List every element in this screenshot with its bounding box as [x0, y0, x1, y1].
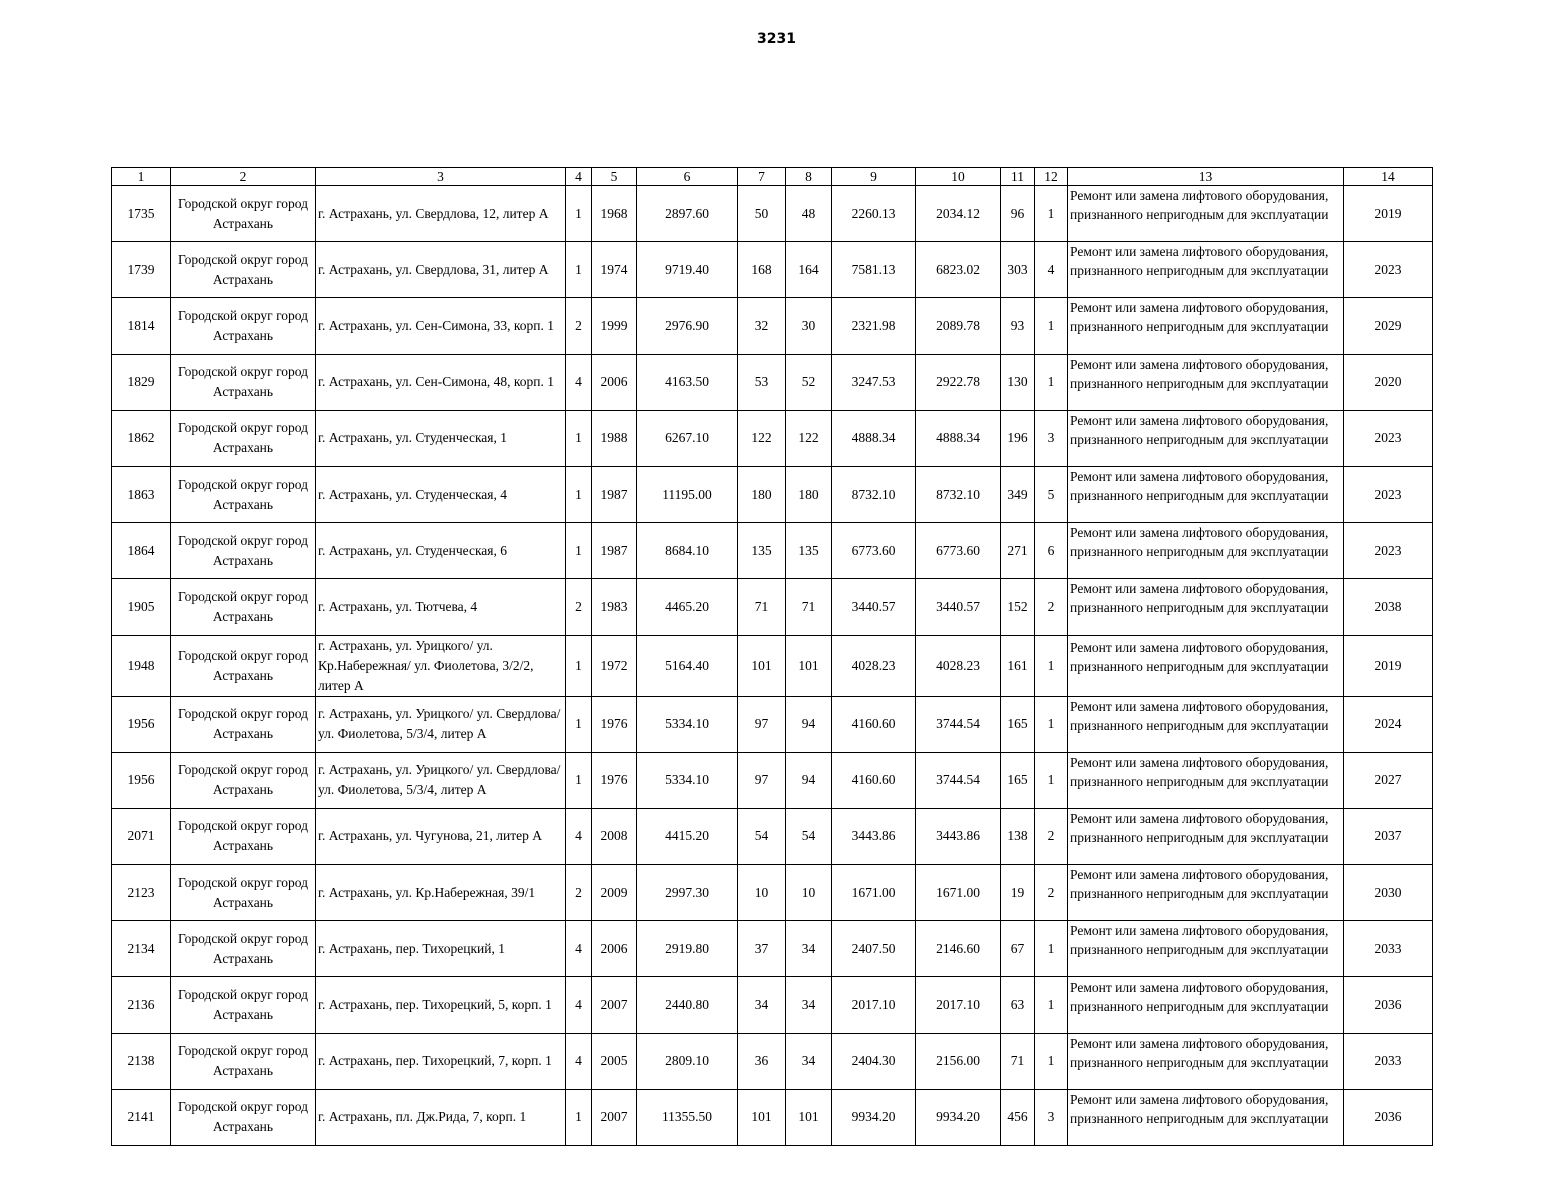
cell-planned-year: 2030: [1344, 865, 1433, 921]
cell-col-10-value: 2146.60: [916, 921, 1001, 977]
cell-elevator-count: 1: [1035, 298, 1068, 354]
cell-work-type: [1068, 523, 1344, 579]
cell-row-number: 1905: [112, 579, 171, 635]
cell-total-area: 8684.10: [637, 523, 738, 579]
cell-col-9-value: 4160.60: [832, 752, 916, 808]
cell-row-number: 1829: [112, 354, 171, 410]
work-type-text: Ремонт или замена лифтового оборудования, признанного непригодным для эксплуатации: [1070, 188, 1329, 223]
cell-municipality: Городской округ город Астрахань: [171, 242, 316, 298]
cell-municipality: Городской округ город Астрахань: [171, 579, 316, 635]
cell-house-type: 1: [566, 635, 592, 696]
cell-work-type: [1068, 865, 1344, 921]
cell-year-built: 2007: [592, 1089, 637, 1145]
cell-work-type: [1068, 186, 1344, 242]
cell-row-number: 1814: [112, 298, 171, 354]
cell-address: г. Астрахань, ул. Студенческая, 4: [316, 466, 566, 522]
cell-col-10-value: 3443.86: [916, 808, 1001, 864]
cell-municipality: Городской округ город Астрахань: [171, 298, 316, 354]
cell-col-8-value: 94: [786, 752, 832, 808]
cell-col-8-value: 10: [786, 865, 832, 921]
cell-total-area: 4415.20: [637, 808, 738, 864]
cell-planned-year: 2023: [1344, 466, 1433, 522]
cell-col-7-value: 71: [738, 579, 786, 635]
page-number: 3231: [757, 31, 796, 47]
cell-row-number: 2134: [112, 921, 171, 977]
table-row: [112, 752, 1433, 808]
cell-row-number: 2071: [112, 808, 171, 864]
cell-residents-count: 349: [1001, 466, 1035, 522]
work-type-text: Ремонт или замена лифтового оборудования, признанного непригодным для эксплуатации: [1070, 1035, 1329, 1070]
cell-municipality: Городской округ город Астрахань: [171, 1033, 316, 1089]
cell-planned-year: 2036: [1344, 1089, 1433, 1145]
work-type-text: Ремонт или замена лифтового оборудования, признанного непригодным для эксплуатации: [1070, 469, 1329, 504]
cell-col-9-value: 4028.23: [832, 635, 916, 696]
cell-house-type: 1: [566, 242, 592, 298]
cell-year-built: 2005: [592, 1033, 637, 1089]
table-row: [112, 579, 1433, 635]
cell-house-type: 4: [566, 1033, 592, 1089]
cell-col-8-value: 180: [786, 466, 832, 522]
column-header: 11: [1001, 168, 1035, 186]
cell-total-area: 9719.40: [637, 242, 738, 298]
cell-municipality: Городской округ город Астрахань: [171, 410, 316, 466]
cell-municipality: Городской округ город Астрахань: [171, 466, 316, 522]
cell-municipality: Городской округ город Астрахань: [171, 752, 316, 808]
work-type-text: Ремонт или замена лифтового оборудования, признанного непригодным для эксплуатации: [1070, 525, 1329, 560]
cell-residents-count: 93: [1001, 298, 1035, 354]
column-header: 13: [1068, 168, 1344, 186]
work-type-text: Ремонт или замена лифтового оборудования, признанного непригодным для эксплуатации: [1070, 867, 1329, 902]
table-row: [112, 410, 1433, 466]
cell-col-8-value: 34: [786, 977, 832, 1033]
cell-planned-year: 2036: [1344, 977, 1433, 1033]
cell-col-7-value: 101: [738, 635, 786, 696]
cell-house-type: 1: [566, 696, 592, 752]
cell-col-10-value: 2089.78: [916, 298, 1001, 354]
cell-year-built: 2008: [592, 808, 637, 864]
cell-address: г. Астрахань, ул. Урицкого/ ул. Свердлова/ ул. Фиолетова, 5/3/4, литер А: [316, 696, 566, 752]
cell-col-7-value: 180: [738, 466, 786, 522]
cell-planned-year: 2023: [1344, 242, 1433, 298]
column-header: 10: [916, 168, 1001, 186]
work-type-text: Ремонт или замена лифтового оборудования, признанного непригодным для эксплуатации: [1070, 923, 1329, 958]
cell-col-9-value: 7581.13: [832, 242, 916, 298]
cell-col-10-value: 6773.60: [916, 523, 1001, 579]
cell-house-type: 2: [566, 865, 592, 921]
cell-house-type: 1: [566, 410, 592, 466]
cell-year-built: 1988: [592, 410, 637, 466]
cell-col-9-value: 3440.57: [832, 579, 916, 635]
work-type-text: Ремонт или замена лифтового оборудования, признанного непригодным для эксплуатации: [1070, 640, 1329, 674]
cell-col-9-value: 2260.13: [832, 186, 916, 242]
cell-year-built: 2006: [592, 921, 637, 977]
cell-col-10-value: 3744.54: [916, 696, 1001, 752]
table-row: [112, 1033, 1433, 1089]
cell-address: г. Астрахань, ул. Студенческая, 1: [316, 410, 566, 466]
table-row: [112, 298, 1433, 354]
cell-planned-year: 2024: [1344, 696, 1433, 752]
cell-col-9-value: 8732.10: [832, 466, 916, 522]
cell-planned-year: 2033: [1344, 921, 1433, 977]
cell-address: г. Астрахань, ул. Тютчева, 4: [316, 579, 566, 635]
table-row: [112, 977, 1433, 1033]
cell-col-8-value: 101: [786, 1089, 832, 1145]
cell-col-10-value: 9934.20: [916, 1089, 1001, 1145]
cell-col-10-value: 3440.57: [916, 579, 1001, 635]
cell-col-8-value: 34: [786, 921, 832, 977]
cell-work-type: [1068, 752, 1344, 808]
cell-planned-year: 2027: [1344, 752, 1433, 808]
work-type-text: Ремонт или замена лифтового оборудования, признанного непригодным для эксплуатации: [1070, 412, 1329, 447]
table-body: [112, 186, 1433, 1146]
cell-col-9-value: 2407.50: [832, 921, 916, 977]
cell-year-built: 1999: [592, 298, 637, 354]
cell-elevator-count: 1: [1035, 1033, 1068, 1089]
cell-row-number: 1862: [112, 410, 171, 466]
cell-work-type: [1068, 696, 1344, 752]
cell-residents-count: 271: [1001, 523, 1035, 579]
cell-planned-year: 2019: [1344, 186, 1433, 242]
work-type-text: Ремонт или замена лифтового оборудования, признанного непригодным для эксплуатации: [1070, 754, 1329, 789]
cell-address: г. Астрахань, ул. Свердлова, 31, литер А: [316, 242, 566, 298]
cell-work-type: [1068, 635, 1344, 696]
table-row: [112, 808, 1433, 864]
cell-residents-count: 71: [1001, 1033, 1035, 1089]
column-header: 7: [738, 168, 786, 186]
cell-year-built: 2009: [592, 865, 637, 921]
work-type-text: Ремонт или замена лифтового оборудования, признанного непригодным для эксплуатации: [1070, 1091, 1329, 1126]
cell-house-type: 4: [566, 921, 592, 977]
cell-house-type: 1: [566, 186, 592, 242]
cell-elevator-count: 3: [1035, 1089, 1068, 1145]
cell-col-9-value: 2017.10: [832, 977, 916, 1033]
cell-col-10-value: 2156.00: [916, 1033, 1001, 1089]
cell-work-type: [1068, 977, 1344, 1033]
table-row: [112, 242, 1433, 298]
cell-planned-year: 2037: [1344, 808, 1433, 864]
cell-municipality: Городской округ город Астрахань: [171, 523, 316, 579]
column-header: 3: [316, 168, 566, 186]
cell-municipality: Городской округ город Астрахань: [171, 808, 316, 864]
column-header: 12: [1035, 168, 1068, 186]
cell-col-9-value: 1671.00: [832, 865, 916, 921]
cell-year-built: 1987: [592, 466, 637, 522]
cell-col-7-value: 54: [738, 808, 786, 864]
column-header: 2: [171, 168, 316, 186]
cell-col-10-value: 4028.23: [916, 635, 1001, 696]
cell-year-built: 1968: [592, 186, 637, 242]
table-row: [112, 696, 1433, 752]
cell-row-number: 1739: [112, 242, 171, 298]
cell-work-type: [1068, 1033, 1344, 1089]
cell-house-type: 4: [566, 977, 592, 1033]
cell-elevator-count: 5: [1035, 466, 1068, 522]
cell-address: г. Астрахань, ул. Чугунова, 21, литер А: [316, 808, 566, 864]
cell-col-8-value: 34: [786, 1033, 832, 1089]
cell-work-type: [1068, 808, 1344, 864]
cell-work-type: [1068, 1089, 1344, 1145]
cell-elevator-count: 1: [1035, 752, 1068, 808]
cell-work-type: [1068, 354, 1344, 410]
cell-col-7-value: 101: [738, 1089, 786, 1145]
cell-elevator-count: 2: [1035, 579, 1068, 635]
cell-col-10-value: 1671.00: [916, 865, 1001, 921]
cell-address: г. Астрахань, пл. Дж.Рида, 7, корп. 1: [316, 1089, 566, 1145]
cell-col-8-value: 122: [786, 410, 832, 466]
cell-col-8-value: 54: [786, 808, 832, 864]
cell-address: г. Астрахань, ул. Свердлова, 12, литер А: [316, 186, 566, 242]
cell-elevator-count: 1: [1035, 635, 1068, 696]
cell-residents-count: 152: [1001, 579, 1035, 635]
cell-work-type: [1068, 466, 1344, 522]
cell-col-7-value: 53: [738, 354, 786, 410]
cell-planned-year: 2019: [1344, 635, 1433, 696]
cell-total-area: 11355.50: [637, 1089, 738, 1145]
cell-col-8-value: 30: [786, 298, 832, 354]
cell-total-area: 2997.30: [637, 865, 738, 921]
table-row: [112, 186, 1433, 242]
work-type-text: Ремонт или замена лифтового оборудования, признанного непригодным для эксплуатации: [1070, 979, 1329, 1014]
cell-municipality: Городской округ город Астрахань: [171, 977, 316, 1033]
cell-municipality: Городской округ город Астрахань: [171, 354, 316, 410]
table-row: [112, 921, 1433, 977]
table-row: [112, 466, 1433, 522]
column-header: 6: [637, 168, 738, 186]
work-type-text: Ремонт или замена лифтового оборудования, признанного непригодным для эксплуатации: [1070, 810, 1329, 845]
housing-repair-table: [111, 167, 1433, 1146]
cell-elevator-count: 3: [1035, 410, 1068, 466]
cell-total-area: 2897.60: [637, 186, 738, 242]
cell-residents-count: 303: [1001, 242, 1035, 298]
column-header: 5: [592, 168, 637, 186]
cell-residents-count: 63: [1001, 977, 1035, 1033]
cell-row-number: 1864: [112, 523, 171, 579]
cell-residents-count: 456: [1001, 1089, 1035, 1145]
cell-col-8-value: 71: [786, 579, 832, 635]
cell-total-area: 2440.80: [637, 977, 738, 1033]
cell-col-7-value: 122: [738, 410, 786, 466]
cell-col-8-value: 94: [786, 696, 832, 752]
cell-col-7-value: 36: [738, 1033, 786, 1089]
cell-year-built: 1972: [592, 635, 637, 696]
cell-elevator-count: 2: [1035, 808, 1068, 864]
cell-planned-year: 2029: [1344, 298, 1433, 354]
cell-total-area: 2919.80: [637, 921, 738, 977]
work-type-text: Ремонт или замена лифтового оборудования, признанного непригодным для эксплуатации: [1070, 356, 1329, 391]
work-type-text: Ремонт или замена лифтового оборудования, признанного непригодным для эксплуатации: [1070, 698, 1329, 733]
cell-residents-count: 165: [1001, 752, 1035, 808]
cell-col-8-value: 101: [786, 635, 832, 696]
cell-residents-count: 96: [1001, 186, 1035, 242]
cell-elevator-count: 1: [1035, 354, 1068, 410]
column-number-row: [112, 168, 1433, 186]
cell-elevator-count: 6: [1035, 523, 1068, 579]
cell-col-8-value: 52: [786, 354, 832, 410]
column-header: 14: [1344, 168, 1433, 186]
cell-col-10-value: 2017.10: [916, 977, 1001, 1033]
cell-col-9-value: 3443.86: [832, 808, 916, 864]
work-type-text: Ремонт или замена лифтового оборудования, признанного непригодным для эксплуатации: [1070, 244, 1329, 279]
cell-year-built: 2007: [592, 977, 637, 1033]
cell-house-type: 4: [566, 354, 592, 410]
cell-year-built: 1976: [592, 696, 637, 752]
cell-col-7-value: 32: [738, 298, 786, 354]
cell-col-7-value: 135: [738, 523, 786, 579]
cell-col-9-value: 2404.30: [832, 1033, 916, 1089]
cell-total-area: 5334.10: [637, 752, 738, 808]
cell-year-built: 1976: [592, 752, 637, 808]
cell-address: г. Астрахань, ул. Сен-Симона, 48, корп. 1: [316, 354, 566, 410]
cell-municipality: Городской округ город Астрахань: [171, 186, 316, 242]
cell-residents-count: 165: [1001, 696, 1035, 752]
cell-municipality: Городской округ город Астрахань: [171, 696, 316, 752]
cell-planned-year: 2038: [1344, 579, 1433, 635]
cell-col-10-value: 4888.34: [916, 410, 1001, 466]
cell-col-7-value: 50: [738, 186, 786, 242]
table-row: [112, 865, 1433, 921]
cell-planned-year: 2023: [1344, 523, 1433, 579]
cell-address: г. Астрахань, пер. Тихорецкий, 5, корп. 1: [316, 977, 566, 1033]
cell-row-number: 2141: [112, 1089, 171, 1145]
cell-col-7-value: 97: [738, 696, 786, 752]
cell-col-7-value: 37: [738, 921, 786, 977]
cell-elevator-count: 1: [1035, 921, 1068, 977]
cell-col-8-value: 48: [786, 186, 832, 242]
cell-planned-year: 2020: [1344, 354, 1433, 410]
cell-row-number: 1863: [112, 466, 171, 522]
cell-col-9-value: 4160.60: [832, 696, 916, 752]
cell-residents-count: 130: [1001, 354, 1035, 410]
table-row: [112, 635, 1433, 696]
cell-house-type: 4: [566, 808, 592, 864]
cell-row-number: 1956: [112, 696, 171, 752]
cell-total-area: 4163.50: [637, 354, 738, 410]
cell-residents-count: 19: [1001, 865, 1035, 921]
cell-col-10-value: 8732.10: [916, 466, 1001, 522]
cell-col-7-value: 10: [738, 865, 786, 921]
cell-house-type: 1: [566, 1089, 592, 1145]
cell-col-8-value: 135: [786, 523, 832, 579]
cell-row-number: 1948: [112, 635, 171, 696]
cell-col-10-value: 6823.02: [916, 242, 1001, 298]
cell-work-type: [1068, 298, 1344, 354]
column-header: 4: [566, 168, 592, 186]
table-row: [112, 1089, 1433, 1145]
cell-total-area: 2809.10: [637, 1033, 738, 1089]
cell-house-type: 2: [566, 579, 592, 635]
cell-planned-year: 2033: [1344, 1033, 1433, 1089]
cell-col-9-value: 6773.60: [832, 523, 916, 579]
cell-municipality: Городской округ город Астрахань: [171, 1089, 316, 1145]
column-header: 1: [112, 168, 171, 186]
work-type-text: Ремонт или замена лифтового оборудования, признанного непригодным для эксплуатации: [1070, 300, 1329, 335]
cell-elevator-count: 4: [1035, 242, 1068, 298]
cell-planned-year: 2023: [1344, 410, 1433, 466]
cell-year-built: 1987: [592, 523, 637, 579]
column-header: 9: [832, 168, 916, 186]
cell-col-10-value: 2034.12: [916, 186, 1001, 242]
cell-municipality: Городской округ город Астрахань: [171, 865, 316, 921]
table-row: [112, 354, 1433, 410]
cell-total-area: 11195.00: [637, 466, 738, 522]
cell-work-type: [1068, 242, 1344, 298]
cell-row-number: 2136: [112, 977, 171, 1033]
cell-total-area: 5334.10: [637, 696, 738, 752]
cell-work-type: [1068, 410, 1344, 466]
column-header: 8: [786, 168, 832, 186]
cell-address: г. Астрахань, ул. Урицкого/ ул. Кр.Набережная/ ул. Фиолетова, 3/2/2, литер А: [316, 635, 566, 696]
cell-address: г. Астрахань, пер. Тихорецкий, 7, корп. 1: [316, 1033, 566, 1089]
cell-col-10-value: 3744.54: [916, 752, 1001, 808]
cell-house-type: 1: [566, 466, 592, 522]
cell-elevator-count: 1: [1035, 696, 1068, 752]
cell-address: г. Астрахань, ул. Урицкого/ ул. Свердлова/ ул. Фиолетова, 5/3/4, литер А: [316, 752, 566, 808]
cell-year-built: 1974: [592, 242, 637, 298]
cell-residents-count: 196: [1001, 410, 1035, 466]
cell-municipality: Городской округ город Астрахань: [171, 635, 316, 696]
cell-row-number: 2138: [112, 1033, 171, 1089]
cell-col-9-value: 2321.98: [832, 298, 916, 354]
cell-address: г. Астрахань, ул. Сен-Симона, 33, корп. 1: [316, 298, 566, 354]
cell-elevator-count: 2: [1035, 865, 1068, 921]
cell-total-area: 6267.10: [637, 410, 738, 466]
cell-residents-count: 161: [1001, 635, 1035, 696]
cell-residents-count: 138: [1001, 808, 1035, 864]
cell-col-9-value: 3247.53: [832, 354, 916, 410]
cell-year-built: 2006: [592, 354, 637, 410]
cell-address: г. Астрахань, ул. Кр.Набережная, 39/1: [316, 865, 566, 921]
cell-house-type: 1: [566, 523, 592, 579]
cell-work-type: [1068, 921, 1344, 977]
cell-elevator-count: 1: [1035, 186, 1068, 242]
cell-municipality: Городской округ город Астрахань: [171, 921, 316, 977]
cell-house-type: 1: [566, 752, 592, 808]
cell-residents-count: 67: [1001, 921, 1035, 977]
cell-row-number: 2123: [112, 865, 171, 921]
cell-col-10-value: 2922.78: [916, 354, 1001, 410]
cell-col-9-value: 4888.34: [832, 410, 916, 466]
work-type-text: Ремонт или замена лифтового оборудования, признанного непригодным для эксплуатации: [1070, 581, 1329, 616]
cell-col-9-value: 9934.20: [832, 1089, 916, 1145]
cell-work-type: [1068, 579, 1344, 635]
cell-total-area: 4465.20: [637, 579, 738, 635]
cell-col-8-value: 164: [786, 242, 832, 298]
cell-house-type: 2: [566, 298, 592, 354]
cell-total-area: 2976.90: [637, 298, 738, 354]
cell-address: г. Астрахань, пер. Тихорецкий, 1: [316, 921, 566, 977]
cell-year-built: 1983: [592, 579, 637, 635]
cell-total-area: 5164.40: [637, 635, 738, 696]
cell-row-number: 1735: [112, 186, 171, 242]
cell-col-7-value: 34: [738, 977, 786, 1033]
cell-col-7-value: 97: [738, 752, 786, 808]
cell-address: г. Астрахань, ул. Студенческая, 6: [316, 523, 566, 579]
table-row: [112, 523, 1433, 579]
cell-row-number: 1956: [112, 752, 171, 808]
cell-col-7-value: 168: [738, 242, 786, 298]
cell-elevator-count: 1: [1035, 977, 1068, 1033]
